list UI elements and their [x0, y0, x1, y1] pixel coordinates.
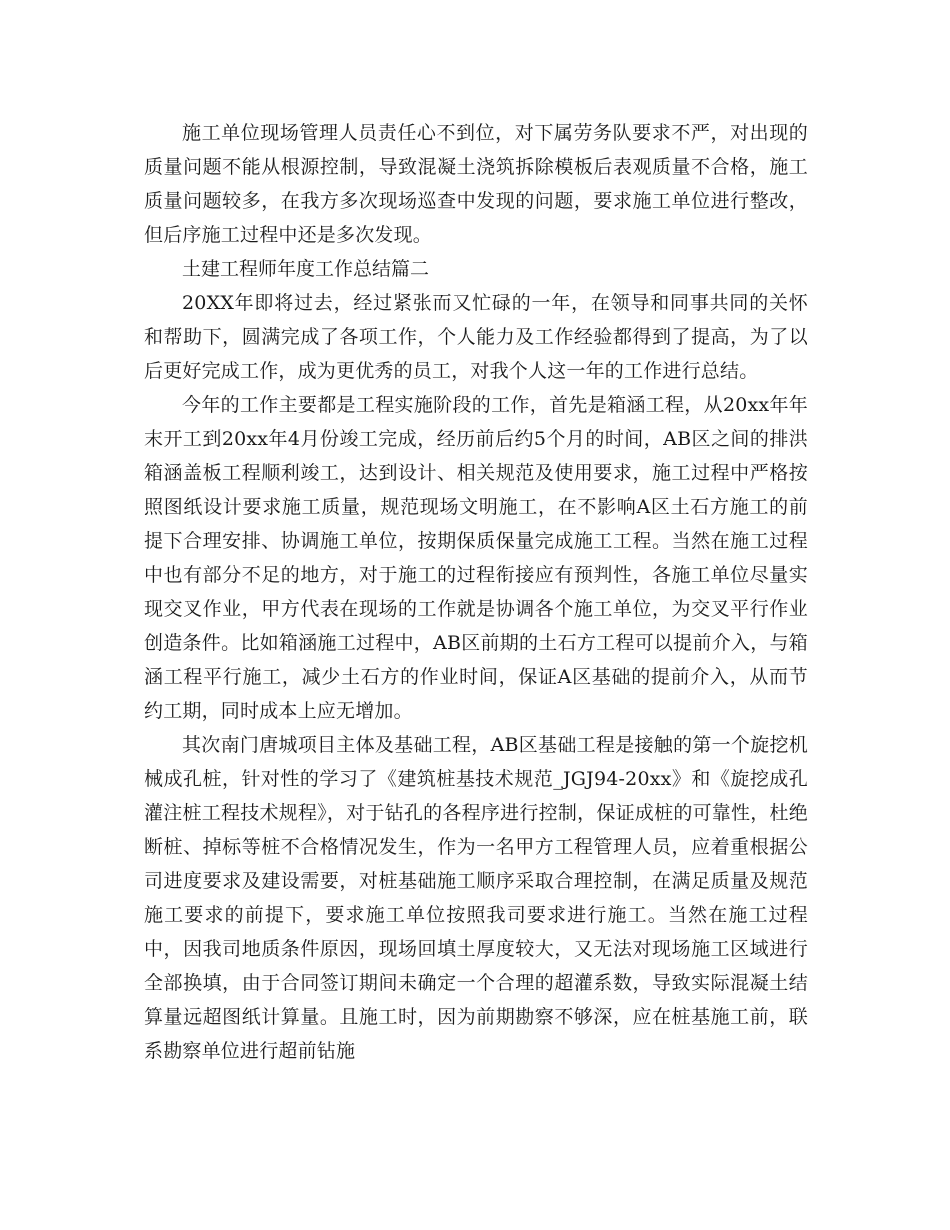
- paragraph-construction-quality: 施工单位现场管理人员责任心不到位，对下属劳务队要求不严，对出现的质量问题不能从根源控制，导致混凝土浇筑拆除模板后表观质量不合格，施工质量问题较多，在我方多次现场巡查中发现的问题，要求施工单位进行整改，但后序施工过程中还是多次发现。: [144, 122, 808, 246]
- paragraph-intro: 20XX年即将过去，经过紧张而又忙碌的一年，在领导和同事共同的关怀和帮助下，圆满完成了各项工作，个人能力及工作经验都得到了提高，为了以后更好完成工作，成为更优秀的员工，对我个人这一年的工作进行总结。: [144, 292, 808, 382]
- paragraph-pile-foundation: 其次南门唐城项目主体及基础工程，AB区基础工程是接触的第一个旋挖机械成孔桩，针对性的学习了《建筑桩基技术规范_JGJ94-20xx》和《旋挖成孔灌注桩工程技术规程》，对于钻孔的各程序进行控制，保证成桩的可靠性，杜绝断桩、掉标等桩不合格情况发生，作为一名甲方工程管理人员，应着重根据公司进度要求及建设需要，对桩基础施工顺序采取合理控制，在满足质量及规范施工要求的前提下，要求施工单位按照我司要求进行施工。当然在施工过程中，因我司地质条件原因，现场回填土厚度较大，又无法对现场施工区域进行全部换填，由于合同签订期间未确定一个合理的超灌系数，导致实际混凝土结算量远超图纸计算量。且施工时，因为前期勘察不够深，应在桩基施工前，联系勘察单位进行超前钻施: [144, 734, 808, 1062]
- document-body: [144, 116, 808, 1068]
- section-heading: 土建工程师年度工作总结篇二: [182, 258, 430, 280]
- paragraph-box-culvert: 今年的工作主要都是工程实施阶段的工作，首先是箱涵工程，从20xx年年末开工到20xx年4月份竣工完成，经历前后约5个月的时间，AB区之间的排洪箱涵盖板工程顺利竣工，达到设计、相关规范及使用要求，施工过程中严格按照图纸设计要求施工质量，规范现场文明施工，在不影响A区土石方施工的前提下合理安排、协调施工单位，按期保质保量完成施工工程。当然在施工过程中也有部分不足的地方，对于施工的过程衔接应有预判性，各施工单位尽量实现交叉作业，甲方代表在现场的工作就是协调各个施工单位，为交叉平行作业创造条件。比如箱涵施工过程中，AB区前期的土石方工程可以提前介入，与箱涵工程平行施工，减少土石方的作业时间，保证A区基础的提前介入，从而节约工期，同时成本上应无增加。: [144, 394, 808, 722]
